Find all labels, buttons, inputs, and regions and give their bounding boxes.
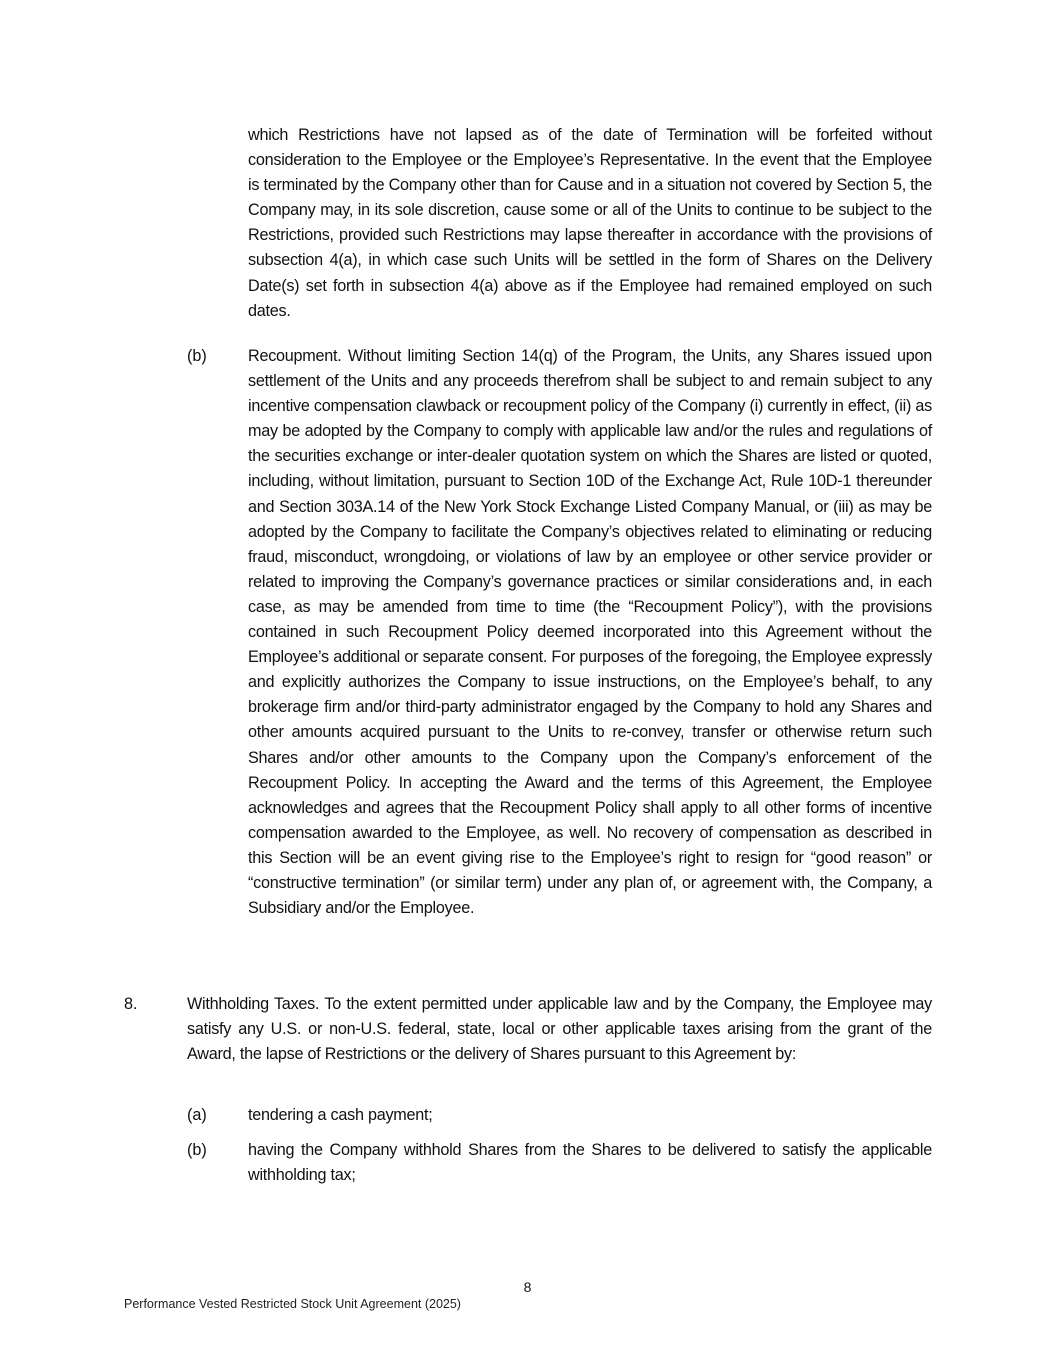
section-8a-label: (a) bbox=[187, 1106, 207, 1124]
section-7b-label: (b) bbox=[187, 347, 207, 365]
section-7b-recoupment bbox=[248, 344, 932, 921]
page-number: 8 bbox=[523, 1279, 532, 1295]
section-8-number: 8. bbox=[124, 995, 138, 1013]
document-footer: Performance Vested Restricted Stock Unit Agreement (2025) bbox=[124, 1297, 461, 1311]
section-8-body: To the extent permitted under applicable law and by the Company, the Employee may satisfy any U.S. or non-U.S. federal, state, local or other applicable taxes arising from the grant of the Award, the lapse of Restrictions or the delivery of Shares pursuant to this Agreement by: bbox=[187, 995, 932, 1064]
section-7b-body: Without limiting Section 14(q) of the Program, the Units, any Shares issued upon settlement of the Units and any proceeds therefrom shall be subject to and remain subject to any incentive compensation clawback or recoupment policy of the Company (i) currently in effect, (ii) as may be adopted by the Company to comply with applicable law and/or the rules and regulations of the securities exchange or inter-dealer quotation system on which the Shares are listed or quoted, including, without limitation, pursuant to Section 10D of the Exchange Act, Rule 10D-1 thereunder and Section 303A.14 of the New York Stock Exchange Listed Company Manual, or (iii) as may be adopted by the Company to facilitate the Company’s objectives related to eliminating or reducing fraud, misconduct, wrongdoing, or violations of law by an employee or other service provider or related to improving the Company’s governance practices or similar considerations and, in each case, as may be amended from time to time (the “Recoupment Policy”), with the provisions contained in such Recoupment Policy deemed incorporated into this Agreement without the Employee’s additional or separate consent. For purposes of the foregoing, the Employee expressly and explicitly authorizes the Company to issue instructions, on the Employee’s behalf, to any brokerage firm and/or third-party administrator engaged by the Company to hold any Shares and other amounts acquired pursuant to the Units to re-convey, transfer or otherwise return such Shares and/or other amounts to the Company upon the Company’s enforcement of the Recoupment Policy. In accepting the Award and the terms of this Agreement, the Employee acknowledges and agrees that the Recoupment Policy shall apply to all other forms of incentive compensation awarded to the Employee, as well. No recovery of compensation as described in this Section will be an event giving rise to the Employee’s right to resign for “good reason” or “constructive termination” (or similar term) under any plan of, or agreement with, the Company, a Subsidiary and/or the Employee. bbox=[248, 347, 932, 918]
section-8-withholding-taxes bbox=[187, 992, 932, 1067]
section-8b-text: having the Company withhold Shares from the Shares to be delivered to satisfy the applicable withholding tax; bbox=[248, 1141, 932, 1185]
section-8b-label: (b) bbox=[187, 1141, 207, 1159]
section-8a-text: tendering a cash payment; bbox=[248, 1106, 433, 1124]
section-8-heading: Withholding Taxes. bbox=[187, 995, 320, 1013]
paragraph-continuation: which Restrictions have not lapsed as of the date of Termination will be forfeited without consideration to the Employee or the Employee’s Representative. In the event that the Employee is terminated by the Company other than for Cause and in a situation not covered by Section 5, the Company may, in its sole discretion, cause some or all of the Units to continue to be subject to the Restrictions, provided such Restrictions may lapse thereafter in accordance with the provisions of subsection 4(a), in which case such Units will be settled in the form of Shares on the Delivery Date(s) set forth in subsection 4(a) above as if the Employee had remained employed on such dates. bbox=[248, 126, 932, 320]
section-7b-heading: Recoupment. bbox=[248, 347, 342, 365]
